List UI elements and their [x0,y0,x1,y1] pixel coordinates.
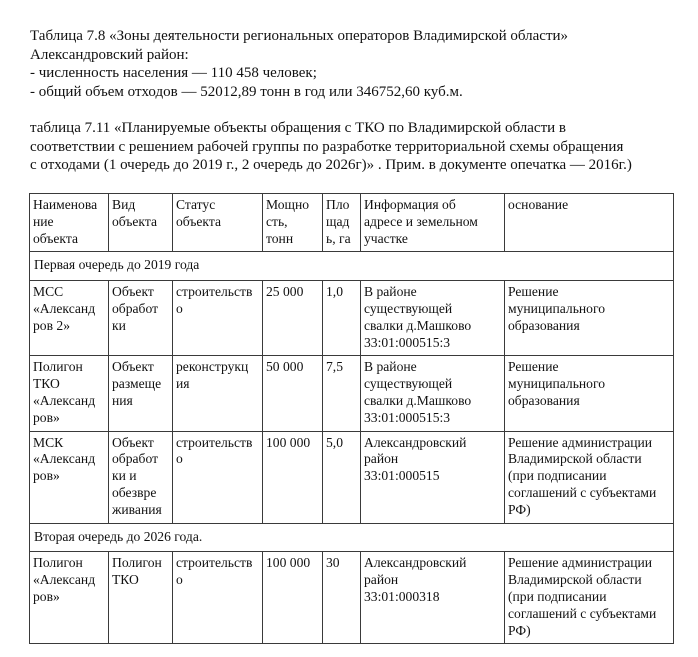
basis-cell [505,431,674,523]
cell-text: о [176,451,183,467]
capacity-cell [263,356,323,431]
capacity-cell [263,552,323,644]
cell-text: образования [508,317,580,333]
cell-text: Полигон [112,555,162,571]
cell-text: 30 [326,555,340,571]
area-cell [323,356,361,431]
cell-text: ия [176,376,190,392]
cell-text: существующей [364,376,453,392]
planned-objects-table [29,193,674,644]
cell-text: Владимирской области [508,451,642,467]
cell-text: ния [112,392,133,408]
type-cell [109,356,173,431]
type-cell [109,281,173,356]
cell-text: Решение [508,359,559,375]
cell-text: В районе [364,359,417,375]
cell-text: Полигон [33,555,83,571]
header-status-cell [173,194,263,252]
table-header-row [30,194,674,252]
cell-text: адресе и земельном [364,213,478,229]
cell-text: Объект [112,434,154,450]
cell-text: Объект [112,284,154,300]
capacity-cell [263,431,323,523]
cell-text: объекта [33,230,79,246]
cell-text: сть, [266,213,288,229]
cell-text: размеще [112,376,162,392]
cell-text: Решение администрации [508,555,653,571]
cell-text: обезвре [112,484,157,500]
cell-text: Полигон [33,359,83,375]
cell-text: Информация об [364,197,456,212]
table-7-8-caption: Таблица 7.8 «Зоны деятельности региональных операторов Владимирской области» [30,28,569,44]
cell-text: ров» [33,588,60,604]
table-row [30,356,674,431]
area-cell [323,552,361,644]
table-7-11-caption-line-1: таблица 7.11 «Планируемые объекты обращения с ТКО по Владимирской области в [30,120,566,136]
cell-text: Мощно [266,197,310,212]
cell-text: МСС [33,284,64,300]
cell-text: объекта [176,213,222,229]
info-cell [361,281,505,356]
cell-text: обработ [112,300,159,316]
cell-text: реконструкц [176,359,249,375]
cell-text: ь, га [326,230,351,246]
cell-text: о [176,572,183,588]
cell-text: 33:01:000318 [364,588,440,604]
info-cell [361,431,505,523]
cell-text: 100 000 [266,434,311,450]
cell-text: тонн [266,230,294,246]
cell-text: Александровский [364,434,467,450]
cell-text: живания [112,501,162,517]
intro-text [30,27,690,175]
header-name-cell [30,194,109,252]
cell-text: щад [326,213,350,229]
cell-text: Статус [176,197,216,212]
cell-text: 33:01:000515:3 [364,334,451,350]
cell-text: 5,0 [326,434,343,450]
cell-text: ТКО [33,376,60,392]
type-cell [109,431,173,523]
section-row-second-stage [30,523,674,552]
header-info-cell [361,194,505,252]
basis-cell [505,552,674,644]
cell-text: соглашений с субъектами [508,484,657,500]
cell-text: «Александ [33,572,96,588]
cell-text: объекта [112,213,158,229]
header-basis-cell [505,194,674,252]
cell-text: участке [364,230,408,246]
cell-text: ки [112,317,126,333]
status-cell [173,356,263,431]
district-name: Александровский район: [30,46,189,63]
table-row [30,552,674,644]
cell-text: Пло [326,197,350,212]
basis-cell [505,281,674,356]
cell-text: (при подписании [508,588,607,604]
cell-text: «Александ [33,392,96,408]
status-cell [173,552,263,644]
cell-text: Владимирской области [508,572,642,588]
section-row-first-stage [30,252,674,281]
cell-text: РФ) [508,501,531,517]
cell-text: основание [508,197,569,212]
cell-text: район [364,572,399,588]
cell-text: строительств [176,555,253,571]
cell-text: Вид [112,197,136,212]
cell-text: ров» [33,409,60,425]
cell-text: обработ [112,451,159,467]
population-line: - численность населения — 110 458 человек; [30,65,317,81]
cell-text: 100 000 [266,555,311,571]
cell-text: образования [508,392,580,408]
section-label: Первая очередь до 2019 года [30,252,674,281]
cell-text: строительств [176,434,253,450]
cell-text: свалки д.Машково [364,392,472,408]
cell-text: строительств [176,284,253,300]
area-cell [323,281,361,356]
area-cell [323,431,361,523]
cell-text: Решение администрации [508,434,653,450]
cell-text: Решение [508,284,559,300]
cell-text: свалки д.Машково [364,317,472,333]
type-cell [109,552,173,644]
section-label: Вторая очередь до 2026 года. [30,523,674,552]
header-capacity-cell [263,194,323,252]
table-row [30,431,674,523]
table-row [30,281,674,356]
cell-text: ки и [112,468,137,484]
table-7-11-caption-line-3: с отходами (1 очередь до 2019 г., 2 очередь до 2026г)» . Прим. в документе опечатка — 2016г.) [30,157,632,173]
cell-text: (при подписании [508,468,607,484]
cell-text: РФ) [508,622,531,638]
basis-cell [505,356,674,431]
cell-text: муниципального [508,300,606,316]
info-cell [361,552,505,644]
name-cell [30,552,109,644]
name-cell [30,356,109,431]
cell-text: о [176,300,183,316]
cell-text: Александровский [364,555,467,571]
waste-volume-line: - общий объем отходов — 52012,89 тонн в год или 346752,60 куб.м. [30,83,463,100]
cell-text: существующей [364,300,453,316]
info-cell [361,356,505,431]
cell-text: ров» [33,468,60,484]
cell-text: 25 000 [266,284,304,300]
cell-text: 33:01:000515:3 [364,409,451,425]
name-cell [30,281,109,356]
cell-text: «Александ [33,451,96,467]
cell-text: соглашений с субъектами [508,605,657,621]
cell-text: 1,0 [326,284,343,300]
header-type-cell [109,194,173,252]
cell-text: ТКО [112,572,139,588]
cell-text: 33:01:000515 [364,468,440,484]
cell-text: «Александ [33,300,96,316]
cell-text: Объект [112,359,154,375]
cell-text: 50 000 [266,359,304,375]
table-7-11-caption-line-2: соответствии с решением рабочей группы по разработке территориальной схемы обращения [30,138,624,155]
header-area-cell [323,194,361,252]
cell-text: Наименова [33,197,98,212]
status-cell [173,281,263,356]
cell-text: муниципального [508,376,606,392]
status-cell [173,431,263,523]
cell-text: район [364,451,399,467]
cell-text: ров 2» [33,317,71,333]
capacity-cell [263,281,323,356]
cell-text: ние [33,213,54,229]
name-cell [30,431,109,523]
cell-text: МСК [33,434,64,450]
cell-text: 7,5 [326,359,343,375]
cell-text: В районе [364,284,417,300]
